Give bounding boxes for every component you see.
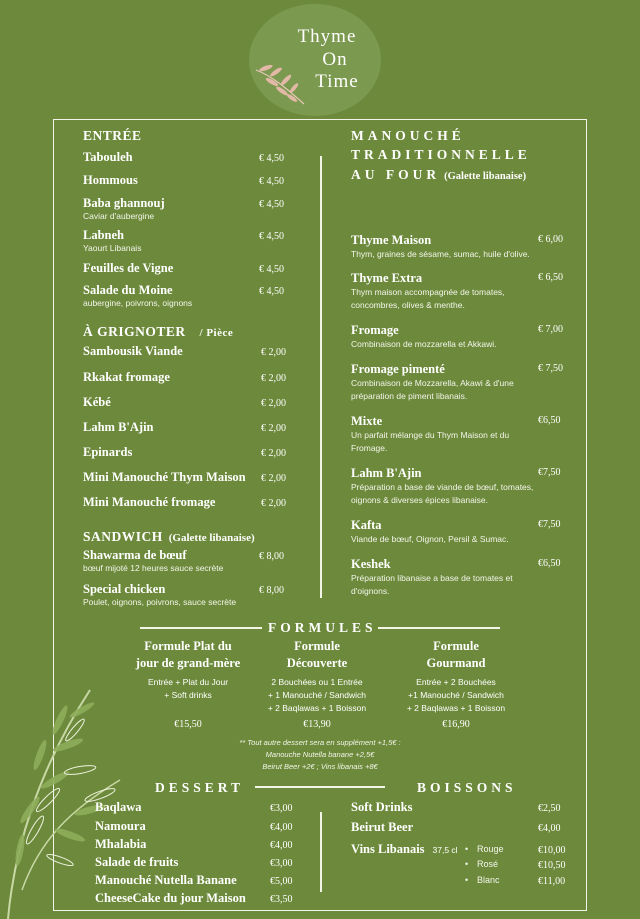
grignoter-item-price: € 2,00 <box>261 347 286 358</box>
grignoter-item-name: Rkakat fromage <box>83 370 170 384</box>
grignoter-item-price: € 2,00 <box>261 473 286 484</box>
manouche-title-line-2: TRADITIONNELLE <box>351 147 531 162</box>
manouche-item-name: Thyme Extra <box>351 271 423 285</box>
grignoter-item-name: Kébé <box>83 395 111 409</box>
vin-bullet: • <box>465 844 469 854</box>
entree-item-name: Labneh <box>83 228 124 242</box>
manouche-item-price: € 6,00 <box>538 234 563 245</box>
sandwich-item-price: € 8,00 <box>259 551 284 562</box>
grignoter-item-name: Epinards <box>83 445 133 459</box>
dessert-item-price: €3,00 <box>270 858 293 869</box>
entree-item-desc: aubergine, poivrons, oignons <box>83 298 193 308</box>
manouche-item-desc: Préparation libanaise a base de tomates et d'oignons. <box>351 573 513 596</box>
formule-body-line-2: + Soft drinks <box>164 690 212 700</box>
formules-note-3: Beirut Beer +2€ ; Vins libanais +8€ <box>262 762 378 771</box>
formules-line-left <box>140 627 262 629</box>
manouche-title-line-1: MANOUCHÉ <box>351 128 465 143</box>
column-divider-bottom <box>320 812 322 892</box>
boisson-soft-price: €2,50 <box>538 803 561 814</box>
entree-item-name: Feuilles de Vigne <box>83 261 174 275</box>
manouche-item-price: € 7,50 <box>538 363 563 374</box>
formules-title: FORMULES <box>268 620 377 635</box>
formule-body-line-1: 2 Bouchées ou 1 Entrée <box>271 677 363 687</box>
entree-item-desc: Caviar d'aubergine <box>83 211 155 221</box>
entree-title: ENTRÉE <box>83 128 142 143</box>
formule-title-line-2: Découverte <box>286 656 348 670</box>
formule-title-line-2: jour de grand-mère <box>135 656 241 670</box>
manouche-title-line-3-text: AU FOUR <box>351 167 441 182</box>
formule-title-line-1: Formule Plat du <box>144 639 232 653</box>
entree-item-price: € 4,50 <box>259 153 284 164</box>
logo-line-3: Time <box>315 71 359 92</box>
vin-bullet: • <box>465 859 469 869</box>
formules-note-1: ** Tout autre dessert sera en supplément +1,5€ : <box>239 738 401 747</box>
sandwich-item-price: € 8,00 <box>259 585 284 596</box>
formule-body-line-2: +1 Manouché / Sandwich <box>408 690 504 700</box>
dessert-line <box>255 786 385 788</box>
formule-title-line-2: Gourmand <box>426 656 486 670</box>
logo-line-1: Thyme <box>297 26 357 47</box>
manouche-item-price: €7,50 <box>538 519 561 530</box>
manouche-item-name: Fromage pimenté <box>351 362 445 376</box>
logo-line-2: On <box>322 49 348 70</box>
vin-item-name: Rouge <box>477 844 504 854</box>
manouche-item-desc: Combinaison de Mozzarella, Akawi & d'une préparation de piment libanais. <box>351 378 514 401</box>
dessert-item-name: Baqlawa <box>95 800 142 814</box>
manouche-item-name: Kafta <box>351 518 382 532</box>
grignoter-item-price: € 2,00 <box>261 373 286 384</box>
formule-title-line-1: Formule <box>294 639 340 653</box>
entree-item-name: Hommous <box>83 173 138 187</box>
vin-item-name: Blanc <box>477 875 500 885</box>
logo-sprig-icon <box>252 58 312 108</box>
manouche-item-desc: Combinaison de mozzarella et Akkawi. <box>351 339 497 349</box>
formule-price: €16,90 <box>442 719 470 730</box>
formule-title-line-1: Formule <box>433 639 479 653</box>
dessert-item-price: €4,00 <box>270 822 293 833</box>
entree-item-price: € 4,50 <box>259 199 284 210</box>
entree-item-name: Salade du Moine <box>83 283 173 297</box>
grignoter-title <box>83 324 233 340</box>
boissons-title: BOISSONS <box>417 780 517 795</box>
boisson-vins-volume: 37,5 cl <box>432 845 458 855</box>
vin-item-price: €10,50 <box>538 860 566 871</box>
grignoter-item-name: Sambousik Viande <box>83 344 183 358</box>
dessert-item-name: Salade de fruits <box>95 855 179 869</box>
manouche-item-name: Keshek <box>351 557 391 571</box>
manouche-item-name: Mixte <box>351 414 383 428</box>
manouche-item-price: € 7,00 <box>538 324 563 335</box>
formule-price: €13,90 <box>303 719 331 730</box>
formule-body-line-2: + 1 Manouché / Sandwich <box>267 690 367 700</box>
column-divider-top <box>320 156 322 598</box>
manouche-item-desc: Un parfait mélange du Thym Maison et du Fromage. <box>351 430 510 453</box>
boisson-beer-name: Beirut Beer <box>351 820 414 834</box>
boisson-vins <box>351 840 458 858</box>
entree-item-price: € 4,50 <box>259 264 284 275</box>
manouche-item-name: Fromage <box>351 323 399 337</box>
manouche-item-price: €6,50 <box>538 415 561 426</box>
vin-item-name: Rosé <box>477 859 499 869</box>
sandwich-title-text: SANDWICH <box>83 529 163 544</box>
formule-body-line-1: Entrée + Plat du Jour <box>147 677 229 687</box>
sandwich-item-desc: Poulet, oignons, poivrons, sauce secrète <box>83 597 237 607</box>
entree-item-price: € 4,50 <box>259 176 284 187</box>
dessert-item-name: Namoura <box>95 819 146 833</box>
dessert-item-name: CheeseCake du jour Maison <box>95 891 246 905</box>
formule-price: €15,50 <box>174 719 202 730</box>
boisson-vins-name: Vins Libanais <box>351 842 425 856</box>
entree-item-desc: Yaourt Libanais <box>83 243 142 253</box>
dessert-item-price: €3,50 <box>270 894 293 905</box>
grignoter-item-price: € 2,00 <box>261 398 286 409</box>
formule-body-line-3: + 2 Baqlawas + 1 Boisson <box>406 703 506 713</box>
entree-item-price: € 4,50 <box>259 231 284 242</box>
grignoter-item-name: Mini Manouché fromage <box>83 495 216 509</box>
sandwich-item-name: Shawarma de bœuf <box>83 548 187 562</box>
manouche-suffix: (Galette libanaise) <box>444 171 527 182</box>
manouche-item-name: Thyme Maison <box>351 233 432 247</box>
formule-body-line-1: Entrée + 2 Bouchées <box>416 677 496 687</box>
manouche-title-line-3 <box>351 166 526 184</box>
dessert-item-name: Mhalabia <box>95 837 147 851</box>
formules-line-right <box>378 627 500 629</box>
manouche-item-price: €7,50 <box>538 467 561 478</box>
formule-body-line-3: + 2 Baqlawas + 1 Boisson <box>267 703 367 713</box>
entree-item-price: € 4,50 <box>259 286 284 297</box>
manouche-item-desc: Préparation a base de viande de bœuf, tomates, oignons & diverses épices libanaise. <box>351 482 534 505</box>
grignoter-item-name: Lahm B'Ajin <box>83 420 154 434</box>
dessert-item-price: €5,00 <box>270 876 293 887</box>
vin-item-price: €10,00 <box>538 845 566 856</box>
sandwich-suffix: (Galette libanaise) <box>168 532 255 544</box>
dessert-item-name: Manouché Nutella Banane <box>95 873 237 887</box>
grignoter-item-price: € 2,00 <box>261 498 286 509</box>
manouche-item-price: €6,50 <box>538 558 561 569</box>
entree-item-name: Baba ghannouj <box>83 196 165 210</box>
manouche-item-desc: Thym, graines de sésame, sumac, huile d'olive. <box>351 249 530 259</box>
sandwich-item-name: Special chicken <box>83 582 166 596</box>
grignoter-title-text: À GRIGNOTER <box>83 324 186 339</box>
dessert-item-price: €3,00 <box>270 803 293 814</box>
boisson-soft-name: Soft Drinks <box>351 800 413 814</box>
grignoter-suffix: / Pièce <box>199 327 234 339</box>
grignoter-item-price: € 2,00 <box>261 448 286 459</box>
manouche-item-desc: Thym maison accompagnée de tomates, concombres, olives & menthe. <box>351 287 505 310</box>
sandwich-item-desc: bœuf mijoté 12 heures sauce secrète <box>83 563 224 573</box>
formules-note-2: Manouche Nutella banane +2,5€ <box>265 750 375 759</box>
manouche-item-price: € 6,50 <box>538 272 563 283</box>
grignoter-item-name: Mini Manouché Thym Maison <box>83 470 246 484</box>
manouche-item-name: Lahm B'Ajin <box>351 466 422 480</box>
vin-item-price: €11,00 <box>538 876 566 887</box>
grignoter-item-price: € 2,00 <box>261 423 286 434</box>
entree-item-name: Tabouleh <box>83 150 133 164</box>
dessert-item-price: €4,00 <box>270 840 293 851</box>
boisson-beer-price: €4,00 <box>538 823 561 834</box>
dessert-title: DESSERT <box>155 780 245 795</box>
manouche-item-desc: Viande de bœuf, Oignon, Persil & Sumac. <box>351 534 509 544</box>
sandwich-title <box>83 528 255 546</box>
vin-bullet: • <box>465 875 469 885</box>
